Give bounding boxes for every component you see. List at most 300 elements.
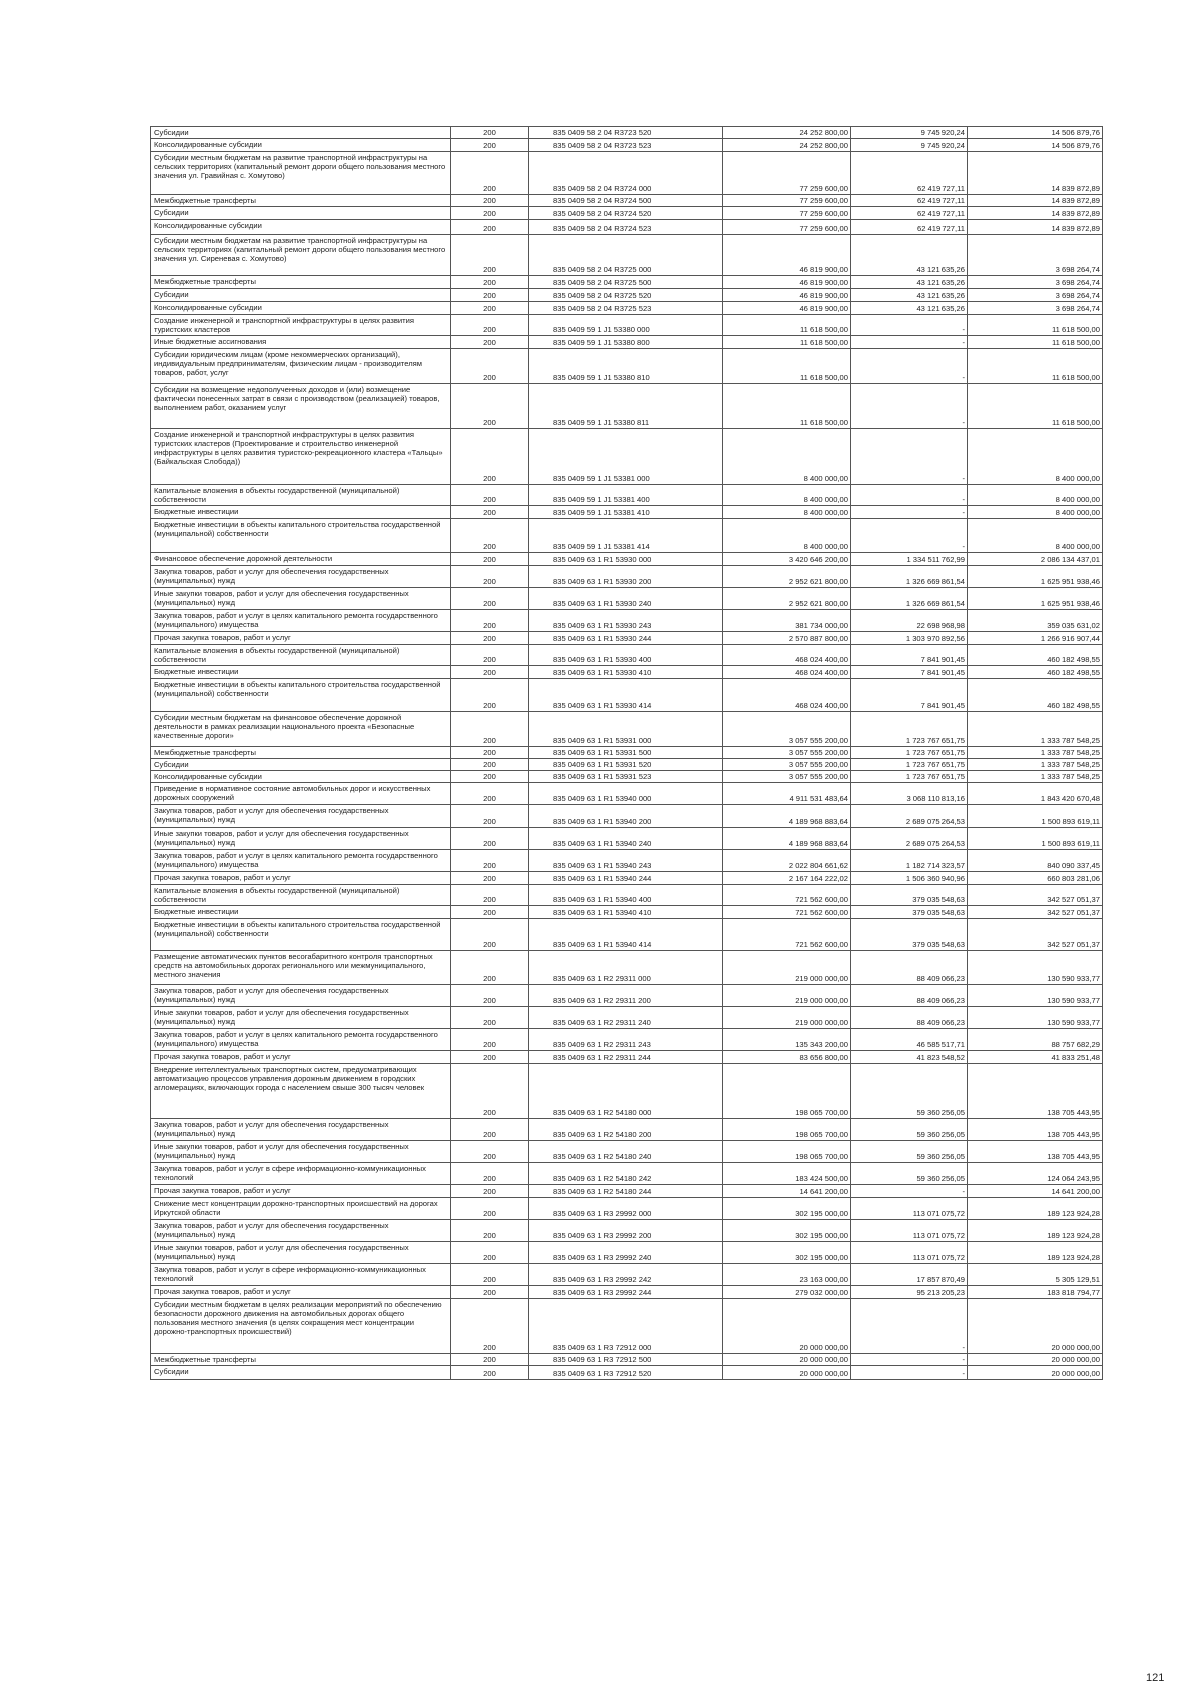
cell-done: 41 823 548,52 xyxy=(851,1051,968,1064)
table-row xyxy=(151,712,1103,747)
cell-plan: 46 819 900,00 xyxy=(723,302,851,315)
table-row xyxy=(151,1286,1103,1299)
cell-rest: 460 182 498,55 xyxy=(968,645,1103,666)
cell-done: 88 409 066,23 xyxy=(851,985,968,1007)
cell-plan: 721 562 600,00 xyxy=(723,885,851,906)
cell-plan: 8 400 000,00 xyxy=(723,485,851,506)
cell-plan: 11 618 500,00 xyxy=(723,336,851,349)
cell-plan: 219 000 000,00 xyxy=(723,951,851,985)
cell-name: Бюджетные инвестиции в объекты капитального строительства государственной (муниципальной) собственности xyxy=(151,679,451,712)
cell-rest: 130 590 933,77 xyxy=(968,1007,1103,1029)
cell-code: 200 xyxy=(451,220,529,235)
cell-code: 200 xyxy=(451,1163,529,1185)
cell-done: 43 121 635,26 xyxy=(851,235,968,276)
cell-code: 200 xyxy=(451,566,529,588)
cell-name: Субсидии xyxy=(151,127,451,139)
cell-kbk: 835 0409 63 1 R1 53940 240 xyxy=(529,828,723,850)
table-row xyxy=(151,220,1103,235)
page-number: 121 xyxy=(1146,1672,1165,1684)
cell-name: Снижение мест концентрации дорожно-транспортных происшествий на дорогах Иркутской области xyxy=(151,1198,451,1220)
cell-rest: 14 839 872,89 xyxy=(968,152,1103,195)
cell-name: Субсидии местным бюджетам на развитие транспортной инфраструктуры на сельских территориях (капитальный ремонт дороги общего пользования местного значения ул. Сиреневая с. Хомутово) xyxy=(151,235,451,276)
cell-name: Приведение в нормативное состояние автомобильных дорог и искусственных дорожных сооружений xyxy=(151,783,451,805)
table-row xyxy=(151,1141,1103,1163)
cell-plan: 77 259 600,00 xyxy=(723,207,851,220)
cell-rest: 41 833 251,48 xyxy=(968,1051,1103,1064)
cell-done: 46 585 517,71 xyxy=(851,1029,968,1051)
table-row xyxy=(151,747,1103,759)
cell-code: 200 xyxy=(451,506,529,519)
cell-code: 200 xyxy=(451,679,529,712)
cell-name: Субсидии местным бюджетам на финансовое обеспечение дорожной деятельности в рамках реализации национального проекта «Безопасные качественные дороги» xyxy=(151,712,451,747)
cell-done: 95 213 205,23 xyxy=(851,1286,968,1299)
cell-name: Иные закупки товаров, работ и услуг для обеспечения государственных (муниципальных) нужд xyxy=(151,1007,451,1029)
cell-kbk: 835 0409 63 1 R1 53931 000 xyxy=(529,712,723,747)
cell-name: Иные закупки товаров, работ и услуг для обеспечения государственных (муниципальных) нужд xyxy=(151,828,451,850)
cell-name: Закупка товаров, работ и услуг в целях капитального ремонта государственного (муниципального) имущества xyxy=(151,610,451,632)
cell-kbk: 835 0409 58 2 04 R3724 520 xyxy=(529,207,723,220)
cell-plan: 24 252 800,00 xyxy=(723,127,851,139)
cell-name: Закупка товаров, работ и услуг в сфере информационно-коммуникационных технологий xyxy=(151,1264,451,1286)
cell-done: 379 035 548,63 xyxy=(851,919,968,951)
cell-kbk: 835 0409 59 1 J1 53380 000 xyxy=(529,315,723,336)
cell-kbk: 835 0409 63 1 R2 54180 000 xyxy=(529,1064,723,1119)
cell-plan: 721 562 600,00 xyxy=(723,919,851,951)
cell-code: 200 xyxy=(451,127,529,139)
table-row xyxy=(151,679,1103,712)
cell-done: 43 121 635,26 xyxy=(851,302,968,315)
table-row xyxy=(151,289,1103,302)
cell-rest: 189 123 924,28 xyxy=(968,1220,1103,1242)
cell-code: 200 xyxy=(451,1354,529,1366)
cell-kbk: 835 0409 63 1 R1 53940 200 xyxy=(529,805,723,828)
table-row xyxy=(151,1198,1103,1220)
cell-rest: 1 333 787 548,25 xyxy=(968,747,1103,759)
cell-rest: 840 090 337,45 xyxy=(968,850,1103,872)
cell-done: 1 723 767 651,75 xyxy=(851,712,968,747)
cell-rest: 8 400 000,00 xyxy=(968,519,1103,553)
cell-plan: 4 189 968 883,64 xyxy=(723,805,851,828)
cell-kbk: 835 0409 63 1 R3 29992 240 xyxy=(529,1242,723,1264)
cell-kbk: 835 0409 63 1 R2 29311 244 xyxy=(529,1051,723,1064)
cell-name: Внедрение интеллектуальных транспортных систем, предусматривающих автоматизацию процессов управления дорожным движением в городских агломерациях, включающих города с населением свыше 300 тысяч человек xyxy=(151,1064,451,1119)
cell-rest: 20 000 000,00 xyxy=(968,1366,1103,1380)
cell-kbk: 835 0409 63 1 R1 53930 414 xyxy=(529,679,723,712)
cell-plan: 3 057 555 200,00 xyxy=(723,747,851,759)
table-row xyxy=(151,127,1103,139)
cell-code: 200 xyxy=(451,1198,529,1220)
table-row xyxy=(151,139,1103,152)
cell-code: 200 xyxy=(451,885,529,906)
cell-plan: 183 424 500,00 xyxy=(723,1163,851,1185)
cell-code: 200 xyxy=(451,336,529,349)
cell-kbk: 835 0409 58 2 04 R3723 523 xyxy=(529,139,723,152)
cell-plan: 198 065 700,00 xyxy=(723,1141,851,1163)
cell-code: 200 xyxy=(451,645,529,666)
cell-name: Субсидии юридическим лицам (кроме некоммерческих организаций), индивидуальным предпринимателям, физическим лицам - производителям товаров, работ, услуг xyxy=(151,349,451,384)
cell-kbk: 835 0409 63 1 R1 53931 520 xyxy=(529,759,723,771)
cell-name: Закупка товаров, работ и услуг для обеспечения государственных (муниципальных) нужд xyxy=(151,566,451,588)
cell-done: 7 841 901,45 xyxy=(851,679,968,712)
cell-plan: 2 167 164 222,02 xyxy=(723,872,851,885)
cell-kbk: 835 0409 63 1 R3 29992 242 xyxy=(529,1264,723,1286)
cell-code: 200 xyxy=(451,235,529,276)
cell-name: Бюджетные инвестиции xyxy=(151,906,451,919)
table-row xyxy=(151,985,1103,1007)
cell-kbk: 835 0409 63 1 R1 53940 400 xyxy=(529,885,723,906)
cell-name: Иные закупки товаров, работ и услуг для обеспечения государственных (муниципальных) нужд xyxy=(151,1141,451,1163)
cell-code: 200 xyxy=(451,985,529,1007)
cell-plan: 3 057 555 200,00 xyxy=(723,759,851,771)
cell-plan: 302 195 000,00 xyxy=(723,1220,851,1242)
cell-name: Субсидии на возмещение недополученных доходов и (или) возмещение фактически понесенных затрат в связи с производством (реализацией) товаров, выполнением работ, оказанием услуг xyxy=(151,384,451,429)
cell-plan: 302 195 000,00 xyxy=(723,1242,851,1264)
cell-rest: 183 818 794,77 xyxy=(968,1286,1103,1299)
cell-rest: 660 803 281,06 xyxy=(968,872,1103,885)
cell-kbk: 835 0409 59 1 J1 53381 414 xyxy=(529,519,723,553)
cell-kbk: 835 0409 59 1 J1 53381 400 xyxy=(529,485,723,506)
cell-kbk: 835 0409 63 1 R1 53930 243 xyxy=(529,610,723,632)
table-row xyxy=(151,1220,1103,1242)
cell-code: 200 xyxy=(451,276,529,289)
cell-kbk: 835 0409 63 1 R2 54180 240 xyxy=(529,1141,723,1163)
cell-name: Прочая закупка товаров, работ и услуг xyxy=(151,1185,451,1198)
cell-done: 1 723 767 651,75 xyxy=(851,771,968,783)
table-row xyxy=(151,207,1103,220)
cell-plan: 198 065 700,00 xyxy=(723,1119,851,1141)
table-row xyxy=(151,951,1103,985)
cell-plan: 219 000 000,00 xyxy=(723,985,851,1007)
cell-code: 200 xyxy=(451,152,529,195)
cell-rest: 14 641 200,00 xyxy=(968,1185,1103,1198)
cell-plan: 279 032 000,00 xyxy=(723,1286,851,1299)
cell-rest: 14 839 872,89 xyxy=(968,195,1103,207)
cell-code: 200 xyxy=(451,1119,529,1141)
cell-rest: 124 064 243,95 xyxy=(968,1163,1103,1185)
table-row xyxy=(151,1119,1103,1141)
table-row xyxy=(151,1007,1103,1029)
cell-rest: 8 400 000,00 xyxy=(968,429,1103,485)
cell-plan: 8 400 000,00 xyxy=(723,429,851,485)
cell-rest: 88 757 682,29 xyxy=(968,1029,1103,1051)
cell-name: Капитальные вложения в объекты государственной (муниципальной) собственности xyxy=(151,485,451,506)
table-row xyxy=(151,919,1103,951)
cell-code: 200 xyxy=(451,805,529,828)
cell-name: Размещение автоматических пунктов весогабаритного контроля транспортных средств на автомобильных дорогах регионального или межмуниципального, местного значения xyxy=(151,951,451,985)
cell-plan: 2 952 621 800,00 xyxy=(723,566,851,588)
cell-name: Капитальные вложения в объекты государственной (муниципальной) собственности xyxy=(151,885,451,906)
cell-rest: 189 123 924,28 xyxy=(968,1198,1103,1220)
table-row xyxy=(151,610,1103,632)
cell-done: 59 360 256,05 xyxy=(851,1119,968,1141)
cell-done: 379 035 548,63 xyxy=(851,906,968,919)
cell-code: 200 xyxy=(451,1051,529,1064)
cell-name: Межбюджетные трансферты xyxy=(151,1354,451,1366)
cell-name: Консолидированные субсидии xyxy=(151,771,451,783)
cell-name: Субсидии xyxy=(151,1366,451,1380)
cell-plan: 8 400 000,00 xyxy=(723,519,851,553)
cell-done: 62 419 727,11 xyxy=(851,207,968,220)
cell-done: 43 121 635,26 xyxy=(851,289,968,302)
cell-kbk: 835 0409 59 1 J1 53380 810 xyxy=(529,349,723,384)
table-row xyxy=(151,1185,1103,1198)
cell-done: 62 419 727,11 xyxy=(851,195,968,207)
cell-code: 200 xyxy=(451,712,529,747)
cell-done: - xyxy=(851,1185,968,1198)
cell-name: Капитальные вложения в объекты государственной (муниципальной) собственности xyxy=(151,645,451,666)
cell-code: 200 xyxy=(451,1264,529,1286)
cell-done: 1 326 669 861,54 xyxy=(851,566,968,588)
cell-done: - xyxy=(851,315,968,336)
cell-name: Создание инженерной и транспортной инфраструктуры в целях развития туристских кластеров xyxy=(151,315,451,336)
table-row xyxy=(151,666,1103,679)
cell-plan: 302 195 000,00 xyxy=(723,1198,851,1220)
cell-done: 9 745 920,24 xyxy=(851,139,968,152)
table-body xyxy=(151,127,1103,1380)
cell-rest: 1 625 951 938,46 xyxy=(968,566,1103,588)
cell-name: Межбюджетные трансферты xyxy=(151,747,451,759)
cell-done: 59 360 256,05 xyxy=(851,1064,968,1119)
cell-name: Субсидии xyxy=(151,289,451,302)
cell-name: Консолидированные субсидии xyxy=(151,139,451,152)
cell-rest: 1 266 916 907,44 xyxy=(968,632,1103,645)
cell-code: 200 xyxy=(451,759,529,771)
cell-done: 113 071 075,72 xyxy=(851,1242,968,1264)
cell-done: 59 360 256,05 xyxy=(851,1141,968,1163)
cell-name: Иные бюджетные ассигнования xyxy=(151,336,451,349)
cell-plan: 2 952 621 800,00 xyxy=(723,588,851,610)
table-row xyxy=(151,1029,1103,1051)
cell-rest: 1 625 951 938,46 xyxy=(968,588,1103,610)
cell-kbk: 835 0409 63 1 R1 53930 244 xyxy=(529,632,723,645)
table-row xyxy=(151,1051,1103,1064)
cell-name: Субсидии местным бюджетам на развитие транспортной инфраструктуры на сельских территориях (капитальный ремонт дороги общего пользования местного значения ул. Гравийная с. Хомутово) xyxy=(151,152,451,195)
cell-kbk: 835 0409 63 1 R1 53940 414 xyxy=(529,919,723,951)
table-row xyxy=(151,759,1103,771)
cell-rest: 20 000 000,00 xyxy=(968,1299,1103,1354)
cell-plan: 468 024 400,00 xyxy=(723,666,851,679)
cell-rest: 3 698 264,74 xyxy=(968,276,1103,289)
cell-code: 200 xyxy=(451,553,529,566)
cell-done: - xyxy=(851,506,968,519)
cell-kbk: 835 0409 63 1 R3 29992 000 xyxy=(529,1198,723,1220)
cell-code: 200 xyxy=(451,632,529,645)
table-row xyxy=(151,349,1103,384)
table-row xyxy=(151,828,1103,850)
cell-rest: 2 086 134 437,01 xyxy=(968,553,1103,566)
cell-name: Закупка товаров, работ и услуг в сфере информационно-коммуникационных технологий xyxy=(151,1163,451,1185)
cell-plan: 77 259 600,00 xyxy=(723,220,851,235)
cell-rest: 130 590 933,77 xyxy=(968,951,1103,985)
cell-plan: 11 618 500,00 xyxy=(723,384,851,429)
cell-rest: 14 839 872,89 xyxy=(968,220,1103,235)
cell-kbk: 835 0409 63 1 R2 29311 243 xyxy=(529,1029,723,1051)
table-row xyxy=(151,1366,1103,1380)
cell-code: 200 xyxy=(451,1299,529,1354)
cell-kbk: 835 0409 63 1 R1 53940 000 xyxy=(529,783,723,805)
table-row xyxy=(151,906,1103,919)
cell-plan: 20 000 000,00 xyxy=(723,1366,851,1380)
cell-name: Субсидии xyxy=(151,207,451,220)
table-row xyxy=(151,771,1103,783)
cell-name: Закупка товаров, работ и услуг для обеспечения государственных (муниципальных) нужд xyxy=(151,985,451,1007)
cell-code: 200 xyxy=(451,195,529,207)
cell-kbk: 835 0409 63 1 R2 54180 200 xyxy=(529,1119,723,1141)
cell-rest: 3 698 264,74 xyxy=(968,289,1103,302)
cell-plan: 46 819 900,00 xyxy=(723,235,851,276)
cell-name: Прочая закупка товаров, работ и услуг xyxy=(151,872,451,885)
table-row xyxy=(151,1163,1103,1185)
cell-plan: 11 618 500,00 xyxy=(723,315,851,336)
cell-kbk: 835 0409 63 1 R1 53930 410 xyxy=(529,666,723,679)
cell-name: Межбюджетные трансферты xyxy=(151,195,451,207)
cell-code: 200 xyxy=(451,1366,529,1380)
cell-kbk: 835 0409 63 1 R1 53940 410 xyxy=(529,906,723,919)
cell-done: 22 698 968,98 xyxy=(851,610,968,632)
cell-plan: 4 911 531 483,64 xyxy=(723,783,851,805)
cell-rest: 8 400 000,00 xyxy=(968,485,1103,506)
cell-kbk: 835 0409 63 1 R3 72912 520 xyxy=(529,1366,723,1380)
cell-done: 1 334 511 762,99 xyxy=(851,553,968,566)
cell-code: 200 xyxy=(451,207,529,220)
table-row xyxy=(151,645,1103,666)
cell-done: 1 303 970 892,56 xyxy=(851,632,968,645)
cell-kbk: 835 0409 63 1 R3 72912 500 xyxy=(529,1354,723,1366)
cell-rest: 11 618 500,00 xyxy=(968,384,1103,429)
cell-rest: 189 123 924,28 xyxy=(968,1242,1103,1264)
cell-kbk: 835 0409 63 1 R3 29992 200 xyxy=(529,1220,723,1242)
cell-rest: 11 618 500,00 xyxy=(968,349,1103,384)
cell-code: 200 xyxy=(451,429,529,485)
cell-kbk: 835 0409 63 1 R1 53940 244 xyxy=(529,872,723,885)
cell-kbk: 835 0409 58 2 04 R3725 000 xyxy=(529,235,723,276)
cell-kbk: 835 0409 59 1 J1 53381 410 xyxy=(529,506,723,519)
cell-done: - xyxy=(851,384,968,429)
cell-done: 1 723 767 651,75 xyxy=(851,759,968,771)
cell-plan: 468 024 400,00 xyxy=(723,645,851,666)
cell-rest: 1 333 787 548,25 xyxy=(968,712,1103,747)
cell-rest: 460 182 498,55 xyxy=(968,666,1103,679)
cell-rest: 11 618 500,00 xyxy=(968,315,1103,336)
cell-kbk: 835 0409 58 2 04 R3725 523 xyxy=(529,302,723,315)
cell-kbk: 835 0409 63 1 R2 54180 242 xyxy=(529,1163,723,1185)
cell-code: 200 xyxy=(451,384,529,429)
cell-code: 200 xyxy=(451,919,529,951)
cell-plan: 3 057 555 200,00 xyxy=(723,712,851,747)
cell-rest: 1 333 787 548,25 xyxy=(968,771,1103,783)
table-row xyxy=(151,485,1103,506)
table-row xyxy=(151,195,1103,207)
cell-kbk: 835 0409 58 2 04 R3725 520 xyxy=(529,289,723,302)
cell-kbk: 835 0409 63 1 R3 72912 000 xyxy=(529,1299,723,1354)
cell-rest: 20 000 000,00 xyxy=(968,1354,1103,1366)
cell-done: 88 409 066,23 xyxy=(851,1007,968,1029)
cell-plan: 219 000 000,00 xyxy=(723,1007,851,1029)
table-row xyxy=(151,336,1103,349)
cell-rest: 14 506 879,76 xyxy=(968,127,1103,139)
cell-name: Иные закупки товаров, работ и услуг для обеспечения государственных (муниципальных) нужд xyxy=(151,1242,451,1264)
cell-plan: 2 570 887 800,00 xyxy=(723,632,851,645)
cell-done: - xyxy=(851,429,968,485)
cell-code: 200 xyxy=(451,315,529,336)
cell-done: 3 068 110 813,16 xyxy=(851,783,968,805)
table-row xyxy=(151,1242,1103,1264)
cell-done: 2 689 075 264,53 xyxy=(851,805,968,828)
cell-code: 200 xyxy=(451,485,529,506)
cell-kbk: 835 0409 58 2 04 R3724 000 xyxy=(529,152,723,195)
cell-rest: 138 705 443,95 xyxy=(968,1119,1103,1141)
cell-kbk: 835 0409 63 1 R1 53931 500 xyxy=(529,747,723,759)
cell-kbk: 835 0409 63 1 R2 29311 240 xyxy=(529,1007,723,1029)
cell-done: 59 360 256,05 xyxy=(851,1163,968,1185)
cell-rest: 14 839 872,89 xyxy=(968,207,1103,220)
table-row xyxy=(151,588,1103,610)
cell-plan: 83 656 800,00 xyxy=(723,1051,851,1064)
cell-done: - xyxy=(851,349,968,384)
cell-plan: 2 022 804 661,62 xyxy=(723,850,851,872)
cell-plan: 23 163 000,00 xyxy=(723,1264,851,1286)
cell-kbk: 835 0409 63 1 R3 29992 244 xyxy=(529,1286,723,1299)
cell-kbk: 835 0409 58 2 04 R3724 523 xyxy=(529,220,723,235)
cell-kbk: 835 0409 59 1 J1 53380 811 xyxy=(529,384,723,429)
table-row xyxy=(151,632,1103,645)
cell-done: 1 506 360 940,96 xyxy=(851,872,968,885)
cell-plan: 8 400 000,00 xyxy=(723,506,851,519)
cell-code: 200 xyxy=(451,1029,529,1051)
cell-code: 200 xyxy=(451,1064,529,1119)
table-row xyxy=(151,276,1103,289)
cell-name: Бюджетные инвестиции xyxy=(151,506,451,519)
cell-code: 200 xyxy=(451,783,529,805)
cell-rest: 14 506 879,76 xyxy=(968,139,1103,152)
cell-plan: 11 618 500,00 xyxy=(723,349,851,384)
cell-done: 113 071 075,72 xyxy=(851,1220,968,1242)
cell-code: 200 xyxy=(451,302,529,315)
table-row xyxy=(151,152,1103,195)
cell-kbk: 835 0409 63 1 R2 29311 200 xyxy=(529,985,723,1007)
cell-rest: 138 705 443,95 xyxy=(968,1064,1103,1119)
cell-plan: 14 641 200,00 xyxy=(723,1185,851,1198)
cell-name: Прочая закупка товаров, работ и услуг xyxy=(151,1051,451,1064)
cell-name: Закупка товаров, работ и услуг в целях капитального ремонта государственного (муниципального) имущества xyxy=(151,850,451,872)
cell-name: Консолидированные субсидии xyxy=(151,302,451,315)
cell-name: Бюджетные инвестиции xyxy=(151,666,451,679)
cell-name: Прочая закупка товаров, работ и услуг xyxy=(151,1286,451,1299)
cell-kbk: 835 0409 59 1 J1 53381 000 xyxy=(529,429,723,485)
cell-rest: 1 500 893 619,11 xyxy=(968,828,1103,850)
cell-name: Бюджетные инвестиции в объекты капитального строительства государственной (муниципальной) собственности xyxy=(151,919,451,951)
table-row xyxy=(151,519,1103,553)
cell-name: Закупка товаров, работ и услуг для обеспечения государственных (муниципальных) нужд xyxy=(151,1119,451,1141)
cell-code: 200 xyxy=(451,872,529,885)
cell-plan: 77 259 600,00 xyxy=(723,195,851,207)
cell-done: 43 121 635,26 xyxy=(851,276,968,289)
cell-done: 62 419 727,11 xyxy=(851,152,968,195)
cell-done: 7 841 901,45 xyxy=(851,645,968,666)
cell-kbk: 835 0409 63 1 R1 53930 240 xyxy=(529,588,723,610)
cell-plan: 24 252 800,00 xyxy=(723,139,851,152)
table-row xyxy=(151,302,1103,315)
cell-code: 200 xyxy=(451,771,529,783)
cell-plan: 77 259 600,00 xyxy=(723,152,851,195)
cell-name: Закупка товаров, работ и услуг для обеспечения государственных (муниципальных) нужд xyxy=(151,1220,451,1242)
table-row xyxy=(151,429,1103,485)
cell-rest: 342 527 051,37 xyxy=(968,919,1103,951)
cell-rest: 11 618 500,00 xyxy=(968,336,1103,349)
cell-code: 200 xyxy=(451,828,529,850)
cell-plan: 46 819 900,00 xyxy=(723,289,851,302)
cell-done: 1 182 714 323,57 xyxy=(851,850,968,872)
